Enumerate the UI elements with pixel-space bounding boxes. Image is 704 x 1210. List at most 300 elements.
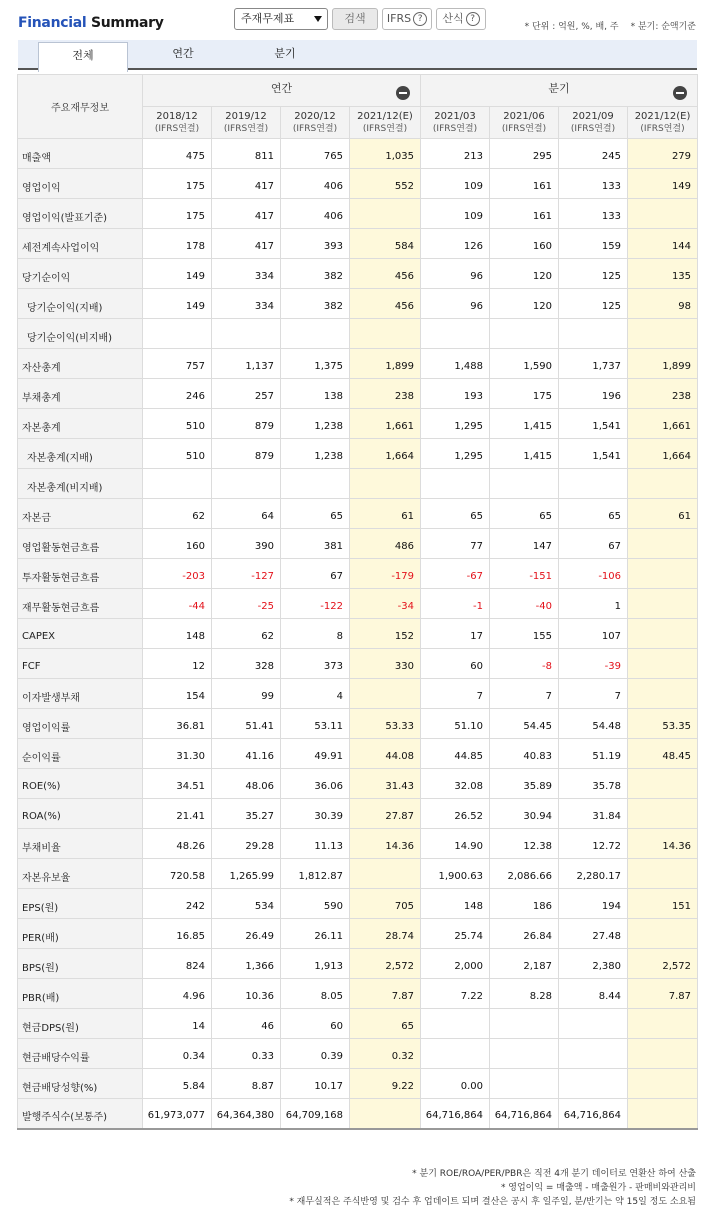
value-cell: 12 xyxy=(143,649,212,679)
row-label: ROE(%) xyxy=(18,769,143,799)
value-cell: 149 xyxy=(143,259,212,289)
value-cell: 26.84 xyxy=(490,919,559,949)
value-cell: 53.33 xyxy=(350,709,421,739)
value-cell: -44 xyxy=(143,589,212,619)
value-cell: 175 xyxy=(143,199,212,229)
row-label: 영업활동현금흐름 xyxy=(18,529,143,559)
value-cell: 552 xyxy=(350,169,421,199)
quarter-group-label: 분기 xyxy=(548,81,570,95)
value-cell: 7.87 xyxy=(350,979,421,1009)
footnote-annualized: * 분기 ROE/ROA/PER/PBR은 직전 4개 분기 데이터로 연환산 하여 산출 xyxy=(412,1169,696,1179)
period-header xyxy=(350,107,421,139)
value-cell: 149 xyxy=(628,169,698,199)
row-label: 영업이익률 xyxy=(18,709,143,739)
value-cell: 147 xyxy=(490,529,559,559)
value-cell: 1,664 xyxy=(628,439,698,469)
value-cell: -8 xyxy=(490,649,559,679)
value-cell: 1,541 xyxy=(559,409,628,439)
period-date: 2018/12 xyxy=(156,110,198,122)
section-title xyxy=(18,15,164,31)
table-row xyxy=(18,829,698,859)
row-label: 자산총계 xyxy=(18,349,143,379)
value-cell: 125 xyxy=(559,259,628,289)
value-cell xyxy=(281,319,350,349)
value-cell xyxy=(559,469,628,499)
question-icon: ? xyxy=(413,12,427,26)
value-cell xyxy=(350,1099,421,1129)
table-row xyxy=(18,1009,698,1039)
unit-text: * 단위 : 억원, %, 배, 주 xyxy=(524,22,619,32)
value-cell: -203 xyxy=(143,559,212,589)
period-header xyxy=(628,107,698,139)
value-cell: 21.41 xyxy=(143,799,212,829)
row-label: 순이익률 xyxy=(18,739,143,769)
value-cell: 0.39 xyxy=(281,1039,350,1069)
row-label: 재무활동현금흐름 xyxy=(18,589,143,619)
value-cell: 161 xyxy=(490,199,559,229)
value-cell: 9.22 xyxy=(350,1069,421,1099)
value-cell: 8.87 xyxy=(212,1069,281,1099)
value-cell: 26.52 xyxy=(421,799,490,829)
value-cell: 51.41 xyxy=(212,709,281,739)
value-cell: 1,899 xyxy=(628,349,698,379)
row-label: EPS(원) xyxy=(18,889,143,919)
value-cell: 1,737 xyxy=(559,349,628,379)
value-cell: 330 xyxy=(350,649,421,679)
value-cell: 0.32 xyxy=(350,1039,421,1069)
period-basis: (IFRS연결) xyxy=(501,123,547,134)
value-cell: 257 xyxy=(212,379,281,409)
value-cell xyxy=(350,859,421,889)
value-cell: 120 xyxy=(490,289,559,319)
value-cell: 96 xyxy=(421,259,490,289)
period-header xyxy=(559,107,628,139)
row-label: 이자발생부채 xyxy=(18,679,143,709)
value-cell: 36.81 xyxy=(143,709,212,739)
period-basis: (IFRS연결) xyxy=(362,123,408,134)
value-cell: 373 xyxy=(281,649,350,679)
value-cell: 48.26 xyxy=(143,829,212,859)
period-basis: (IFRS연결) xyxy=(432,123,478,134)
table-row xyxy=(18,319,698,349)
value-cell: 64,364,380 xyxy=(212,1099,281,1129)
row-label: 현금배당수익률 xyxy=(18,1039,143,1069)
value-cell: 26.49 xyxy=(212,919,281,949)
value-cell: 96 xyxy=(421,289,490,319)
value-cell xyxy=(628,469,698,499)
value-cell: 40.83 xyxy=(490,739,559,769)
table-row xyxy=(18,229,698,259)
table-row xyxy=(18,349,698,379)
table-row xyxy=(18,739,698,769)
row-label: 투자활동현금흐름 xyxy=(18,559,143,589)
title-part-financial: Financial xyxy=(18,15,87,31)
period-header xyxy=(143,107,212,139)
row-label: 부채비율 xyxy=(18,829,143,859)
value-cell: 8 xyxy=(281,619,350,649)
value-cell: 2,380 xyxy=(559,949,628,979)
value-cell: -40 xyxy=(490,589,559,619)
value-cell: 194 xyxy=(559,889,628,919)
table-row xyxy=(18,619,698,649)
value-cell: 149 xyxy=(143,289,212,319)
value-cell: 1,913 xyxy=(281,949,350,979)
annual-group-label: 연간 xyxy=(270,81,293,95)
table-row xyxy=(18,799,698,829)
value-cell xyxy=(350,319,421,349)
period-basis: (IFRS연결) xyxy=(154,123,200,134)
period-basis: (IFRS연결) xyxy=(640,123,685,134)
value-cell: 1,265.99 xyxy=(212,859,281,889)
value-cell: 4.96 xyxy=(143,979,212,1009)
value-cell xyxy=(350,679,421,709)
value-cell: 1,238 xyxy=(281,409,350,439)
value-cell xyxy=(628,529,698,559)
value-cell: 34.51 xyxy=(143,769,212,799)
value-cell: 133 xyxy=(559,199,628,229)
footnote-operating-income: * 영업이익 = 매출액 - 매출원가 - 판매비와관리비 xyxy=(500,1183,696,1193)
value-cell: 7 xyxy=(559,679,628,709)
row-label: CAPEX xyxy=(18,619,143,649)
value-cell: 2,572 xyxy=(350,949,421,979)
value-cell xyxy=(628,1009,698,1039)
value-cell: 475 xyxy=(143,139,212,169)
value-cell: 879 xyxy=(212,439,281,469)
table-row xyxy=(18,529,698,559)
value-cell xyxy=(143,469,212,499)
table-row xyxy=(18,1069,698,1099)
value-cell: 17 xyxy=(421,619,490,649)
value-cell: 29.28 xyxy=(212,829,281,859)
value-cell: 705 xyxy=(350,889,421,919)
row-label: PER(배) xyxy=(18,919,143,949)
formula-label: 산식 xyxy=(442,12,464,25)
value-cell: 456 xyxy=(350,289,421,319)
value-cell: 2,086.66 xyxy=(490,859,559,889)
value-cell xyxy=(628,679,698,709)
value-cell: 44.08 xyxy=(350,739,421,769)
table-row xyxy=(18,889,698,919)
value-cell: 1,295 xyxy=(421,439,490,469)
value-cell: 1,900.63 xyxy=(421,859,490,889)
value-cell: 64,716,864 xyxy=(490,1099,559,1129)
tab-all[interactable]: 전체 xyxy=(38,42,128,72)
value-cell xyxy=(628,559,698,589)
row-label: 영업이익(발표기준) xyxy=(18,199,143,229)
row-label: 세전계속사업이익 xyxy=(18,229,143,259)
value-cell xyxy=(559,1009,628,1039)
value-cell: 48.45 xyxy=(628,739,698,769)
value-cell: 126 xyxy=(421,229,490,259)
value-cell: 159 xyxy=(559,229,628,259)
value-cell: 590 xyxy=(281,889,350,919)
value-cell: 1,295 xyxy=(421,409,490,439)
row-label: 부채총계 xyxy=(18,379,143,409)
value-cell: 584 xyxy=(350,229,421,259)
value-cell: 2,572 xyxy=(628,949,698,979)
value-cell: 10.36 xyxy=(212,979,281,1009)
value-cell xyxy=(628,319,698,349)
value-cell: 120 xyxy=(490,259,559,289)
value-cell: -25 xyxy=(212,589,281,619)
table-row xyxy=(18,259,698,289)
value-cell: 7 xyxy=(421,679,490,709)
quarter-basis-text: * 분기: 순액기준 xyxy=(630,22,696,32)
value-cell: 1,590 xyxy=(490,349,559,379)
value-cell: 65 xyxy=(490,499,559,529)
row-label: FCF xyxy=(18,649,143,679)
row-label: 자본총계(지배) xyxy=(18,439,143,469)
row-label: BPS(원) xyxy=(18,949,143,979)
statement-type-value: 주재무제표 xyxy=(241,12,295,25)
value-cell: -1 xyxy=(421,589,490,619)
unit-note xyxy=(513,19,696,32)
value-cell xyxy=(421,1009,490,1039)
table-row xyxy=(18,859,698,889)
value-cell: 417 xyxy=(212,199,281,229)
ifrs-help-button[interactable] xyxy=(382,8,432,30)
value-cell: 1,661 xyxy=(350,409,421,439)
value-cell xyxy=(212,469,281,499)
value-cell: 246 xyxy=(143,379,212,409)
value-cell: 1,661 xyxy=(628,409,698,439)
value-cell: 0.34 xyxy=(143,1039,212,1069)
value-cell: 213 xyxy=(421,139,490,169)
value-cell: 61 xyxy=(350,499,421,529)
value-cell: 8.05 xyxy=(281,979,350,1009)
value-cell: 1 xyxy=(559,589,628,619)
value-cell: -39 xyxy=(559,649,628,679)
table-row xyxy=(18,379,698,409)
value-cell: 186 xyxy=(490,889,559,919)
value-cell: 107 xyxy=(559,619,628,649)
row-label: 당기순이익(지배) xyxy=(18,289,143,319)
value-cell xyxy=(628,199,698,229)
collapse-quarter-icon[interactable] xyxy=(673,86,687,100)
value-cell xyxy=(628,919,698,949)
value-cell xyxy=(143,319,212,349)
value-cell: 160 xyxy=(143,529,212,559)
value-cell: 155 xyxy=(490,619,559,649)
value-cell: 238 xyxy=(350,379,421,409)
value-cell: 54.45 xyxy=(490,709,559,739)
row-label: 자본금 xyxy=(18,499,143,529)
ifrs-label: IFRS xyxy=(386,12,412,25)
value-cell: 393 xyxy=(281,229,350,259)
table-row xyxy=(18,679,698,709)
table-row xyxy=(18,949,698,979)
row-label: 영업이익 xyxy=(18,169,143,199)
value-cell: 31.84 xyxy=(559,799,628,829)
row-label: PBR(배) xyxy=(18,979,143,1009)
table-row xyxy=(18,1099,698,1129)
table-row xyxy=(18,559,698,589)
value-cell: 0.00 xyxy=(421,1069,490,1099)
value-cell: 161 xyxy=(490,169,559,199)
value-cell: 175 xyxy=(143,169,212,199)
value-cell: 31.30 xyxy=(143,739,212,769)
value-cell: 1,812.87 xyxy=(281,859,350,889)
value-cell: 14.36 xyxy=(628,829,698,859)
value-cell: -67 xyxy=(421,559,490,589)
value-cell xyxy=(628,799,698,829)
value-cell: 1,035 xyxy=(350,139,421,169)
value-cell: 0.33 xyxy=(212,1039,281,1069)
value-cell: 160 xyxy=(490,229,559,259)
value-cell xyxy=(212,319,281,349)
value-cell xyxy=(281,469,350,499)
table-row xyxy=(18,589,698,619)
value-cell: 1,899 xyxy=(350,349,421,379)
value-cell: 14.36 xyxy=(350,829,421,859)
value-cell: 406 xyxy=(281,169,350,199)
row-label: 현금배당성향(%) xyxy=(18,1069,143,1099)
value-cell xyxy=(490,319,559,349)
value-cell: 12.72 xyxy=(559,829,628,859)
value-cell: 824 xyxy=(143,949,212,979)
value-cell xyxy=(421,319,490,349)
financial-summary-table xyxy=(17,74,698,1130)
value-cell xyxy=(559,1069,628,1099)
value-cell: 30.94 xyxy=(490,799,559,829)
value-cell: 135 xyxy=(628,259,698,289)
value-cell: 14.90 xyxy=(421,829,490,859)
footnote-update-timing: * 재무실적은 주식반영 및 검수 후 업데이트 되며 결산은 공시 후 일주일, 분/반기는 약 15일 정도 소요됨 xyxy=(289,1197,696,1207)
value-cell: 1,238 xyxy=(281,439,350,469)
value-cell: 7.22 xyxy=(421,979,490,1009)
value-cell: 53.35 xyxy=(628,709,698,739)
value-cell: 35.78 xyxy=(559,769,628,799)
value-cell xyxy=(490,1069,559,1099)
value-cell: 27.87 xyxy=(350,799,421,829)
tab-quarter[interactable]: 분기 xyxy=(274,47,296,60)
value-cell: 148 xyxy=(143,619,212,649)
title-part-summary: Summary xyxy=(90,15,164,31)
value-cell: 382 xyxy=(281,289,350,319)
row-label: 자본총계 xyxy=(18,409,143,439)
value-cell: 67 xyxy=(559,529,628,559)
value-cell: 77 xyxy=(421,529,490,559)
value-cell: 193 xyxy=(421,379,490,409)
period-header xyxy=(281,107,350,139)
value-cell: 151 xyxy=(628,889,698,919)
value-cell: 1,488 xyxy=(421,349,490,379)
value-cell xyxy=(628,1099,698,1129)
table-row xyxy=(18,769,698,799)
value-cell: 154 xyxy=(143,679,212,709)
table-row xyxy=(18,709,698,739)
value-cell: 406 xyxy=(281,199,350,229)
value-cell: 148 xyxy=(421,889,490,919)
value-cell xyxy=(350,199,421,229)
statement-type-select[interactable] xyxy=(234,8,328,30)
value-cell: 60 xyxy=(281,1009,350,1039)
value-cell xyxy=(490,1009,559,1039)
value-cell: 811 xyxy=(212,139,281,169)
value-cell: 2,000 xyxy=(421,949,490,979)
tab-annual[interactable]: 연간 xyxy=(172,47,194,60)
row-label: 매출액 xyxy=(18,139,143,169)
value-cell: 7.87 xyxy=(628,979,698,1009)
value-cell: 390 xyxy=(212,529,281,559)
value-cell: 879 xyxy=(212,409,281,439)
value-cell: 196 xyxy=(559,379,628,409)
value-cell: 49.91 xyxy=(281,739,350,769)
formula-help-button[interactable] xyxy=(436,8,486,30)
value-cell: 765 xyxy=(281,139,350,169)
value-cell: 109 xyxy=(421,199,490,229)
row-label: ROA(%) xyxy=(18,799,143,829)
value-cell xyxy=(559,319,628,349)
value-cell: 65 xyxy=(559,499,628,529)
value-cell xyxy=(421,469,490,499)
table-row xyxy=(18,919,698,949)
quarter-group-header xyxy=(421,75,698,107)
value-cell: 46 xyxy=(212,1009,281,1039)
value-cell xyxy=(628,649,698,679)
value-cell: 417 xyxy=(212,229,281,259)
value-cell: 12.38 xyxy=(490,829,559,859)
value-cell xyxy=(490,469,559,499)
value-cell: 334 xyxy=(212,289,281,319)
period-date: 2019/12 xyxy=(225,110,267,122)
value-cell: 510 xyxy=(143,439,212,469)
value-cell: -179 xyxy=(350,559,421,589)
value-cell: 10.17 xyxy=(281,1069,350,1099)
value-cell: 486 xyxy=(350,529,421,559)
value-cell: 98 xyxy=(628,289,698,319)
value-cell xyxy=(628,619,698,649)
collapse-annual-icon[interactable] xyxy=(396,86,410,100)
value-cell: 2,187 xyxy=(490,949,559,979)
value-cell: 242 xyxy=(143,889,212,919)
value-cell: 99 xyxy=(212,679,281,709)
value-cell: 417 xyxy=(212,169,281,199)
search-button[interactable]: 검색 xyxy=(332,8,378,30)
period-date: 2021/06 xyxy=(503,110,545,122)
table-row xyxy=(18,979,698,1009)
value-cell: 178 xyxy=(143,229,212,259)
value-cell: -34 xyxy=(350,589,421,619)
value-cell: 32.08 xyxy=(421,769,490,799)
value-cell: 25.74 xyxy=(421,919,490,949)
period-basis: (IFRS연결) xyxy=(223,123,269,134)
value-cell: 238 xyxy=(628,379,698,409)
value-cell: 35.27 xyxy=(212,799,281,829)
row-label: 현금DPS(원) xyxy=(18,1009,143,1039)
row-label: 자본총계(비지배) xyxy=(18,469,143,499)
value-cell xyxy=(628,769,698,799)
row-label: 당기순이익 xyxy=(18,259,143,289)
value-cell: 41.16 xyxy=(212,739,281,769)
value-cell xyxy=(559,1039,628,1069)
table-row xyxy=(18,1039,698,1069)
value-cell: 65 xyxy=(281,499,350,529)
table-row xyxy=(18,139,698,169)
value-cell: 456 xyxy=(350,259,421,289)
value-cell xyxy=(421,1039,490,1069)
period-header xyxy=(421,107,490,139)
value-cell: 757 xyxy=(143,349,212,379)
value-cell: 51.19 xyxy=(559,739,628,769)
value-cell: 328 xyxy=(212,649,281,679)
row-label: 발행주식수(보통주) xyxy=(18,1099,143,1129)
value-cell: 334 xyxy=(212,259,281,289)
value-cell: 720.58 xyxy=(143,859,212,889)
table-row xyxy=(18,499,698,529)
value-cell: 152 xyxy=(350,619,421,649)
table-row xyxy=(18,169,698,199)
